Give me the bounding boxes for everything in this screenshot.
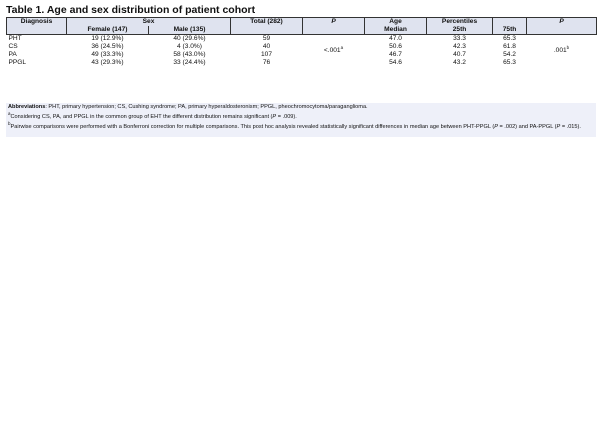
cell-total: 40 bbox=[262, 43, 271, 50]
cell-total: 76 bbox=[262, 59, 271, 66]
header-blank-4 bbox=[527, 26, 597, 35]
header-median: Median bbox=[365, 26, 427, 35]
cell-median: 50.6 bbox=[389, 43, 402, 50]
cell-median: 54.6 bbox=[389, 59, 402, 66]
cell-total: 107 bbox=[261, 51, 273, 58]
cell-p25: 40.7 bbox=[453, 51, 466, 58]
cell-p75: 54.2 bbox=[503, 51, 516, 58]
cell-p25: 33.3 bbox=[453, 35, 466, 42]
header-blank bbox=[493, 18, 527, 27]
footnote-a: $^a$Considering CS, PA, and PPGL in the common group of EHT the different distribution remains significant (P = .009). bbox=[8, 111, 297, 120]
cell-p75: 65.3 bbox=[503, 35, 516, 42]
header-diagnosis: Diagnosis bbox=[7, 18, 67, 27]
cell-diagnosis: PPGL bbox=[8, 59, 27, 66]
cell-diagnosis: PA bbox=[8, 51, 17, 58]
header-p25: 25th bbox=[427, 26, 493, 35]
header-p75: 75th bbox=[493, 26, 527, 35]
cell-diagnosis: PHT bbox=[8, 35, 22, 42]
cell-male: 58 (43.0%) bbox=[173, 51, 206, 58]
header-blank-2 bbox=[231, 26, 303, 35]
table-footnotes bbox=[6, 103, 596, 137]
cell-p25: 43.2 bbox=[453, 59, 466, 66]
table-title: Table 1. Age and sex distribution of patient cohort bbox=[6, 4, 256, 16]
table-row bbox=[7, 35, 597, 44]
cell-female: 19 (12.9%) bbox=[91, 35, 124, 42]
header-age: Age bbox=[365, 18, 427, 27]
header-blank-3 bbox=[303, 26, 365, 35]
cell-p75: 61.8 bbox=[503, 43, 516, 50]
header-female: Female (147) bbox=[67, 26, 149, 35]
table-row bbox=[7, 51, 597, 59]
cell-diagnosis: CS bbox=[8, 43, 18, 50]
cell-p75: 65.3 bbox=[503, 59, 516, 66]
header-total: Total (282) bbox=[231, 18, 303, 27]
cell-median: 47.0 bbox=[389, 35, 402, 42]
cell-total: 59 bbox=[262, 35, 271, 42]
cell-p25: 42.3 bbox=[453, 43, 466, 50]
cell-female: 36 (24.5%) bbox=[91, 43, 124, 50]
table-row bbox=[7, 43, 597, 51]
cohort-table bbox=[6, 17, 597, 67]
header-row-1 bbox=[7, 18, 597, 27]
cell-p-sex: <.001$^a$ bbox=[323, 44, 344, 54]
header-p-age: P bbox=[527, 18, 597, 27]
cell-median: 46.7 bbox=[389, 51, 402, 58]
cell-male: 40 (29.6%) bbox=[173, 35, 206, 42]
abbreviations-note: Abbreviations: PHT, primary hypertension; CS, Cushing syndrome; PA, primary hyperaldosteronism; PPGL, pheochromocytoma/paraganglioma. bbox=[8, 104, 368, 110]
footnote-b: $^b$Pairwise comparisons were performed with a Bonferroni correction for multiple comparisons. This post hoc analysis revealed statistically significant differences in median age between PHT-PPGL (P = .002) and PA-PPGL (P = .015). bbox=[8, 121, 581, 130]
cell-female: 43 (29.3%) bbox=[91, 59, 124, 66]
header-blank-1 bbox=[7, 26, 67, 35]
header-sex: Sex bbox=[67, 18, 231, 27]
header-row-2 bbox=[7, 26, 597, 35]
cell-p-age: .001$^b$ bbox=[553, 44, 570, 54]
cell-male: 33 (24.4%) bbox=[173, 59, 206, 66]
header-male: Male (135) bbox=[149, 26, 231, 35]
header-percentiles: Percentiles bbox=[427, 18, 493, 27]
header-p-sex: P bbox=[303, 18, 365, 27]
cell-female: 49 (33.3%) bbox=[91, 51, 124, 58]
table-row bbox=[7, 59, 597, 67]
cell-male: 4 (3.0%) bbox=[177, 43, 202, 50]
